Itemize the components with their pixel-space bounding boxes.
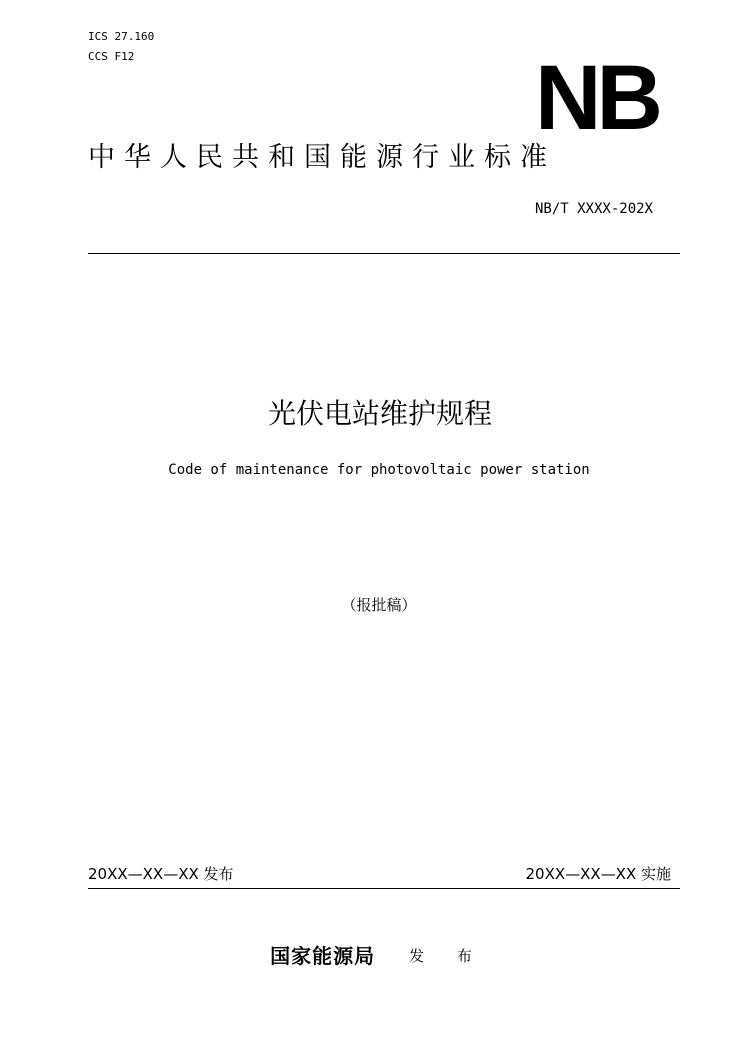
industry-standard-title: 中华人民共和国能源行业标准: [88, 142, 556, 173]
footer-divider: [88, 888, 680, 889]
nb-logo: NB: [535, 47, 658, 149]
header-divider: [88, 253, 680, 254]
publish-date: 20XX—XX—XX 发布: [88, 865, 234, 883]
implementation-date: 20XX—XX—XX 实施: [525, 865, 671, 883]
document-title-chinese: 光伏电站维护规程: [267, 397, 492, 430]
issuer-name: 国家能源局: [270, 944, 376, 968]
draft-status: （报批稿）: [341, 596, 417, 614]
document-title-english: Code of maintenance for photovoltaic power station: [168, 462, 590, 478]
ics-code: ICS 27.160: [88, 30, 155, 43]
issuer-action: 发 布: [409, 947, 486, 965]
issuer-line: [0, 943, 733, 969]
standard-number: NB/T XXXX-202X: [534, 201, 653, 217]
ccs-code: CCS F12: [88, 50, 135, 63]
